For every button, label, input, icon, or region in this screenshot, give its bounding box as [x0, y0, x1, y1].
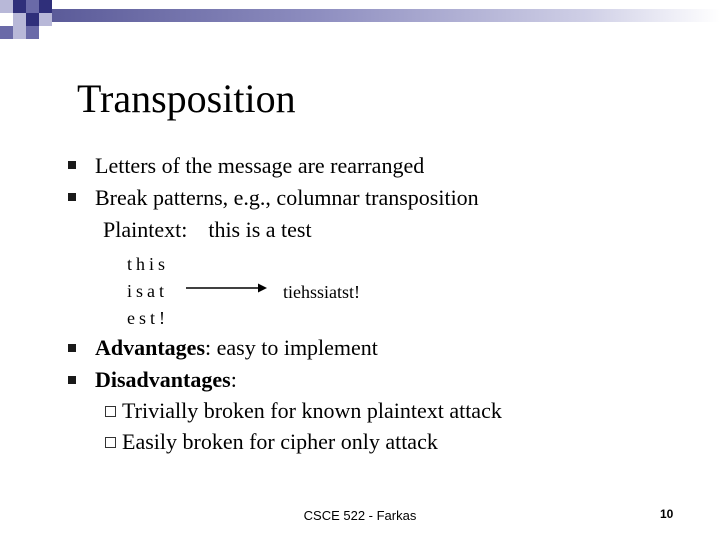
header-square [13, 13, 26, 26]
sub-bullet-text: Trivially broken for known plaintext attack [122, 398, 502, 423]
header-square [13, 0, 26, 13]
disadvantages-line [95, 367, 237, 393]
header-gradient-bar [52, 9, 720, 22]
checkbox-icon [105, 437, 116, 448]
disadvantages-text: : [230, 367, 237, 392]
page-number: 10 [660, 507, 674, 521]
transposition-grid-row: this [127, 254, 170, 274]
header-square [0, 0, 13, 13]
bullet-text: Break patterns, e.g., columnar transposition [95, 185, 479, 210]
ciphertext: tiehssiatst! [283, 282, 360, 302]
checkbox-icon [105, 406, 116, 417]
bullet-text: Letters of the message are rearranged [95, 153, 425, 178]
right-arrow-icon [186, 282, 268, 294]
bullet-marker [68, 344, 76, 352]
disadvantages-label: Disadvantages [95, 367, 231, 392]
header-square [39, 13, 52, 26]
plaintext-line [103, 217, 312, 243]
bullet-marker [68, 193, 76, 201]
advantages-line [95, 335, 378, 361]
sub-bullet-text: Easily broken for cipher only attack [122, 429, 438, 454]
plaintext-label: Plaintext: [103, 217, 188, 242]
header-square [26, 0, 39, 13]
sub-bullet [105, 398, 502, 424]
slide-footer: CSCE 522 - Farkas [303, 508, 417, 523]
header-decoration [0, 0, 720, 50]
bullet-marker [68, 376, 76, 384]
transposition-grid-row: est! [127, 308, 169, 328]
slide-title: Transposition [77, 76, 296, 121]
header-square [26, 13, 39, 26]
header-square [13, 26, 26, 39]
plaintext-value: this is a test [208, 217, 312, 242]
sub-bullet [105, 429, 438, 455]
header-square [26, 26, 39, 39]
header-square [39, 0, 52, 13]
advantages-label: Advantages [95, 335, 206, 360]
header-square [0, 26, 13, 39]
transposition-grid-row: isat [127, 281, 168, 301]
bullet-marker [68, 161, 76, 169]
advantages-text: : easy to implement [205, 335, 378, 360]
